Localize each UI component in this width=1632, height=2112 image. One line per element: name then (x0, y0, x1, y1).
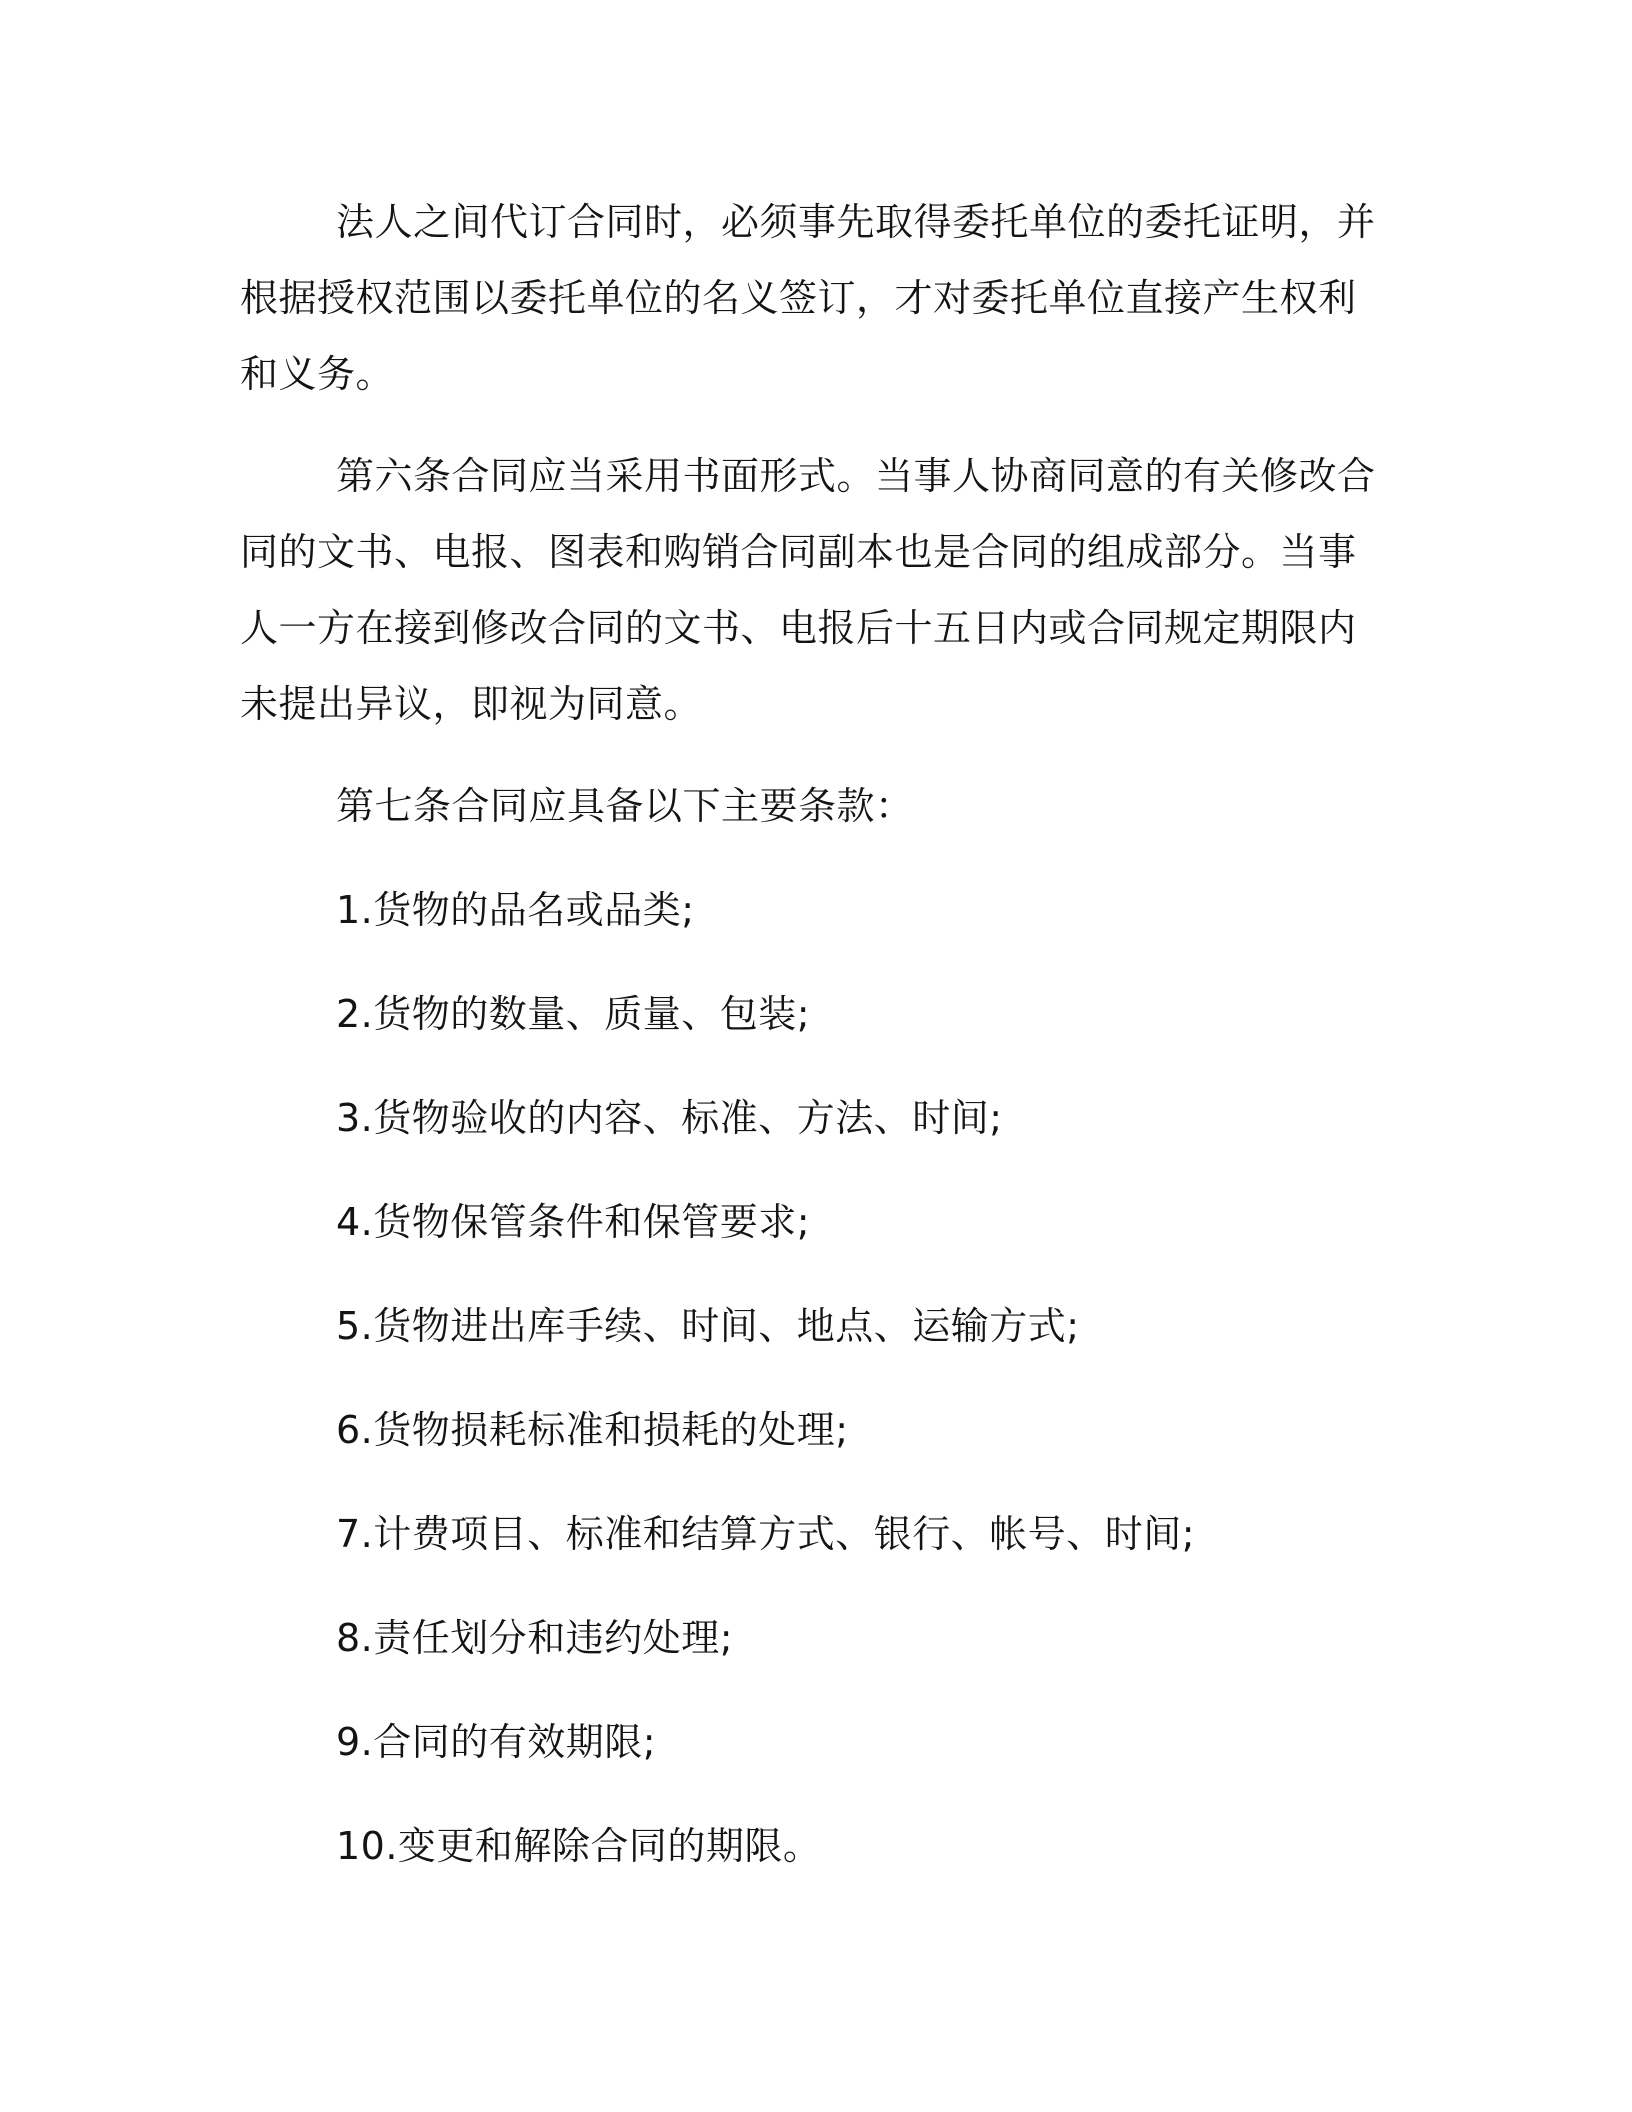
clause-item: 6.货物损耗标准和损耗的处理; (336, 1408, 849, 1452)
clause-item: 5.货物进出库手续、时间、地点、运输方式; (336, 1304, 1080, 1348)
paragraph-agency-signing: 法人之间代订合同时，必须事先取得委托单位的委托证明，并根据授权范围以委托单位的名义签订，才对委托单位直接产生权利和义务。 (240, 200, 1376, 396)
document-body (240, 184, 1380, 1884)
paragraph-article-6: 第六条合同应当采用书面形式。当事人协商同意的有关修改合同的文书、电报、图表和购销合同副本也是合同的组成部分。当事人一方在接到修改合同的文书、电报后十五日内或合同规定期限内未提出异议，即视为同意。 (240, 454, 1376, 726)
paragraph-article-7: 第七条合同应具备以下主要条款： (336, 784, 914, 828)
clause-item: 9.合同的有效期限; (336, 1720, 657, 1764)
clause-item: 4.货物保管条件和保管要求; (336, 1200, 811, 1244)
clause-item: 7.计费项目、标准和结算方式、银行、帐号、时间; (336, 1512, 1196, 1556)
clause-item: 2.货物的数量、质量、包装; (336, 992, 811, 1036)
clause-item: 3.货物验收的内容、标准、方法、时间; (336, 1096, 1003, 1140)
clause-item: 8.责任划分和违约处理; (336, 1616, 734, 1660)
clause-item: 10.变更和解除合同的期限。 (336, 1824, 822, 1868)
clause-item: 1.货物的品名或品类; (336, 888, 695, 932)
clause-list (240, 872, 1380, 1884)
